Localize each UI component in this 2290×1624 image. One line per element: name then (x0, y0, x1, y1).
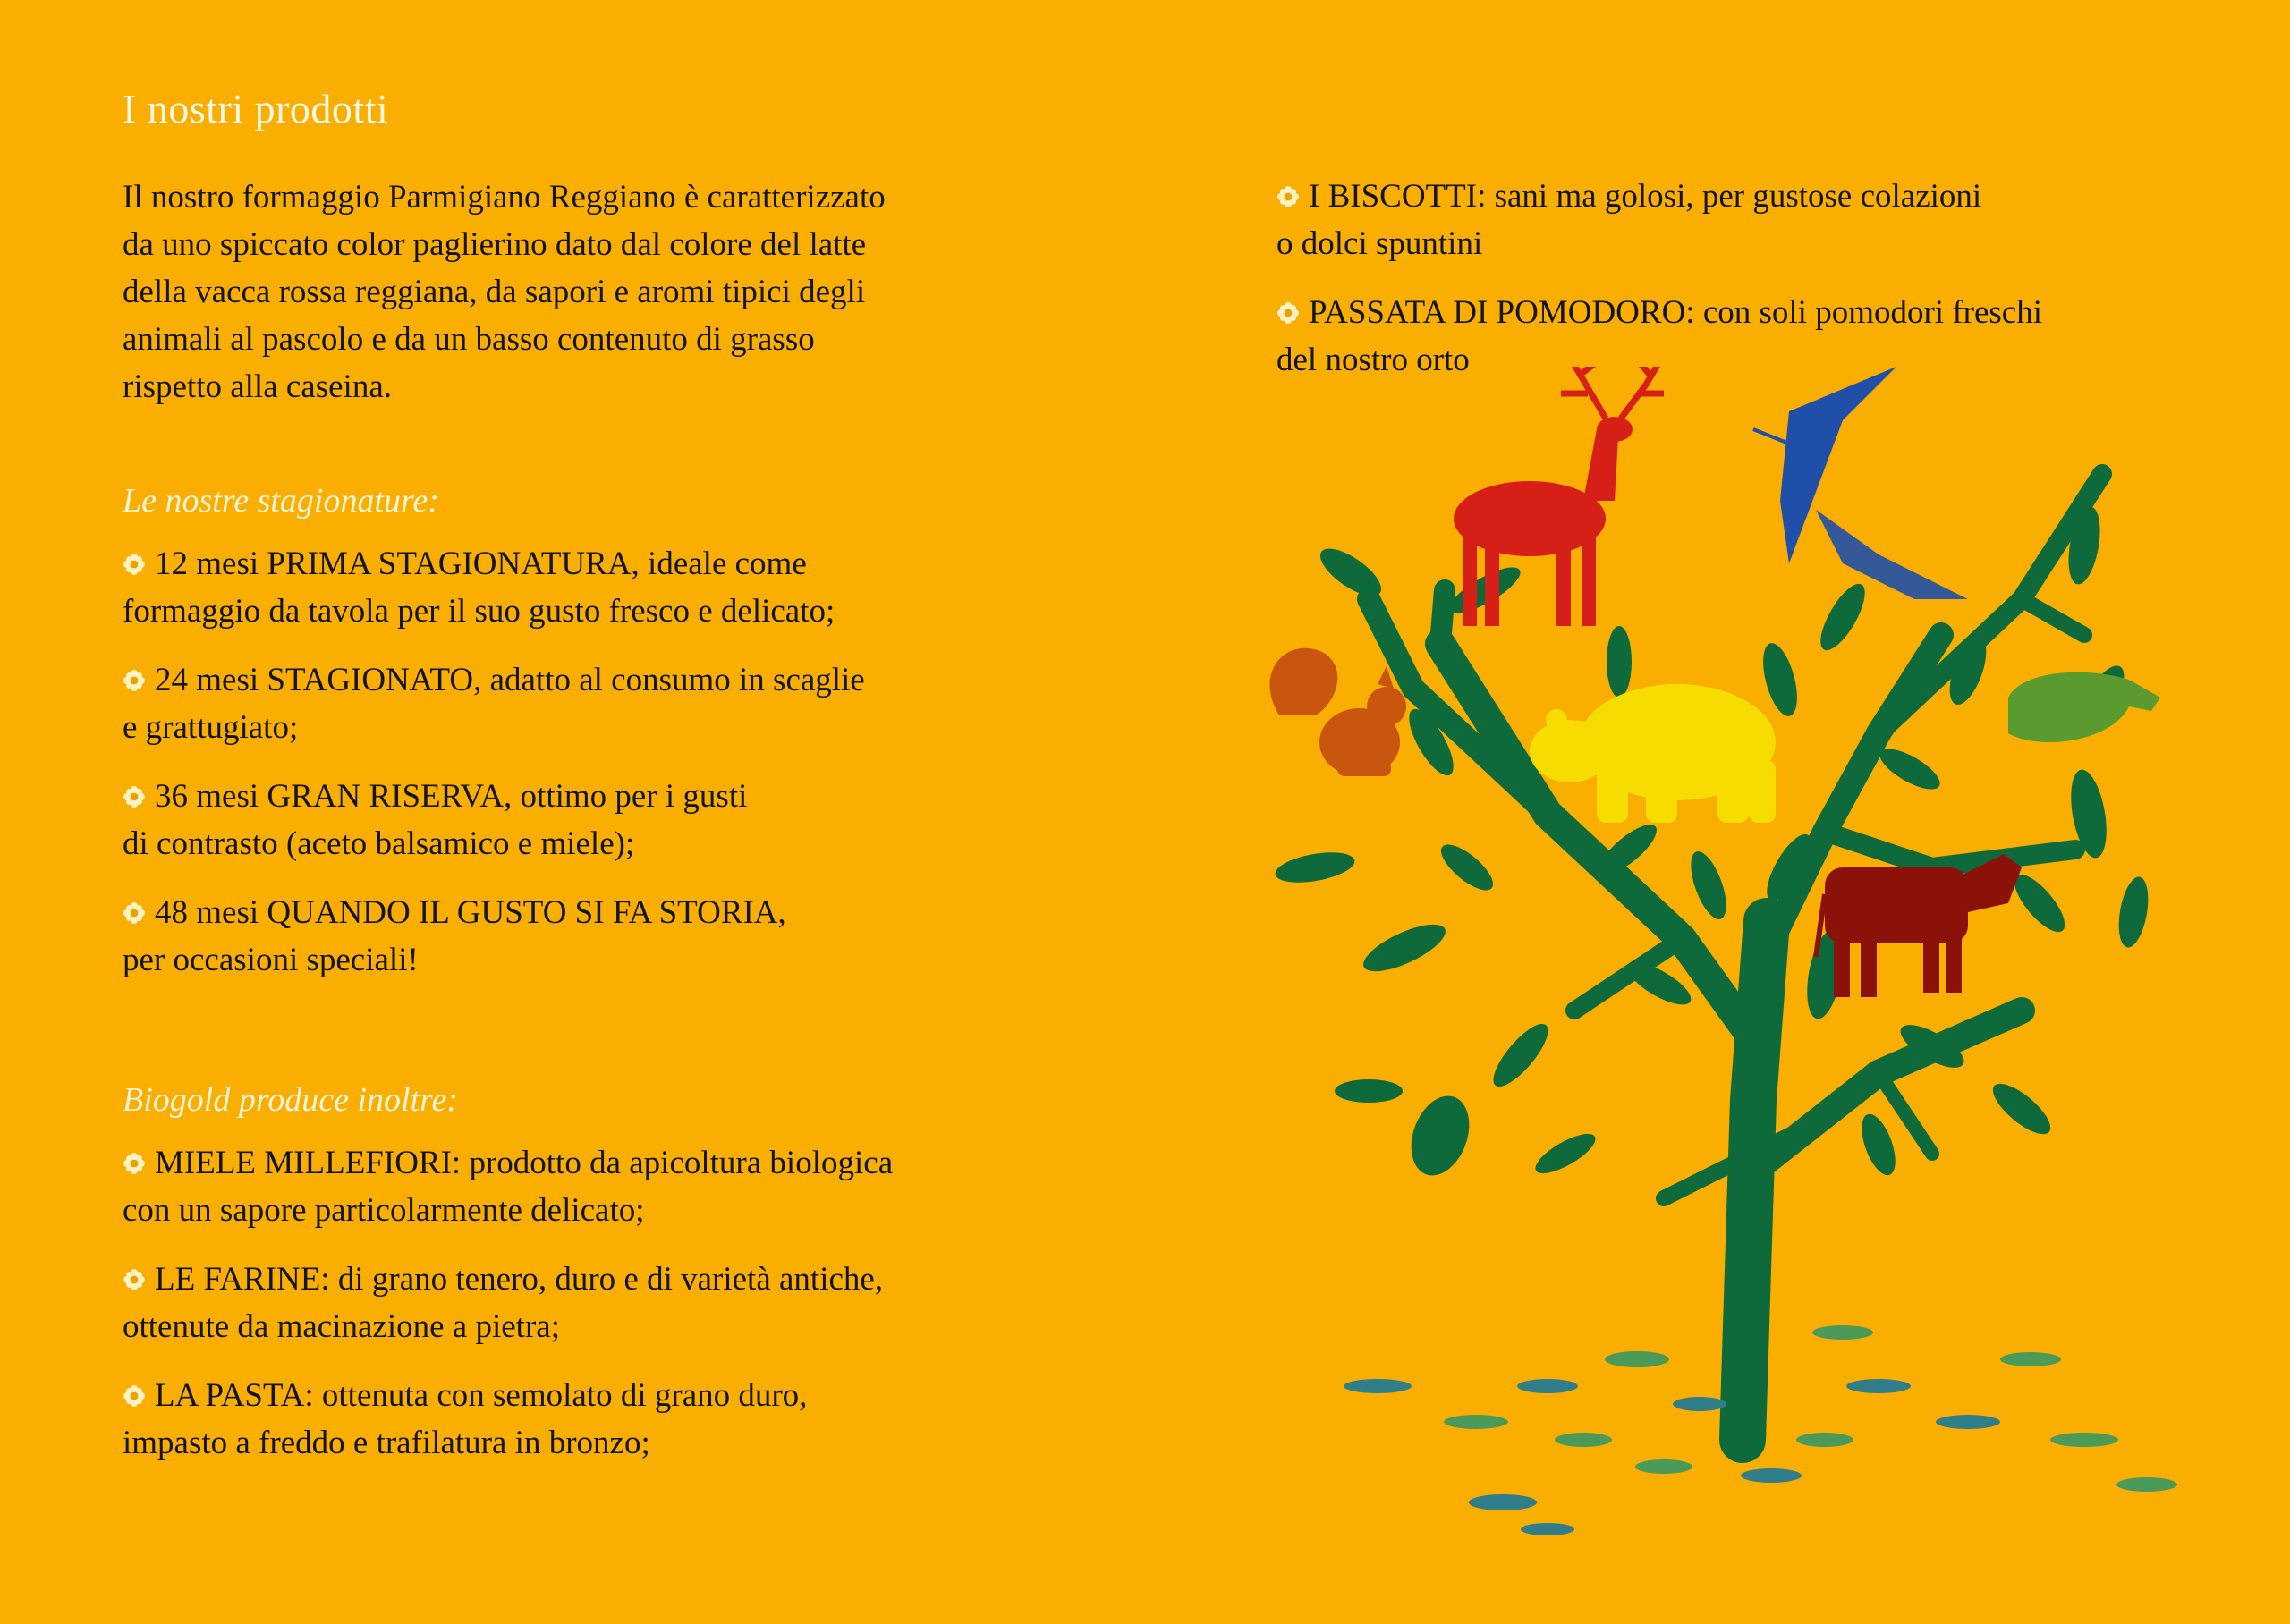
item-line: o dolci spuntini (1276, 225, 1483, 262)
list-item (123, 656, 1071, 751)
flower-bullet-icon (123, 669, 146, 692)
list-item (123, 1139, 1071, 1234)
flower-bullet-icon (1276, 185, 1300, 208)
item-line: impasto a freddo e trafilatura in bronzo; (123, 1425, 650, 1461)
flower-bullet-icon (123, 901, 146, 925)
item-line: per occasioni speciali! (123, 942, 419, 978)
flower-bullet-icon (123, 1268, 146, 1291)
item-line: di contrasto (aceto balsamico e miele); (123, 825, 635, 862)
bear-icon (1530, 684, 1776, 823)
page-title: I nostri prodotti (123, 86, 389, 131)
altri-prodotti-list-continued (1276, 173, 2189, 384)
item-line: ottenute da macinazione a pietra; (123, 1308, 560, 1345)
item-line: MIELE MILLEFIORI: prodotto da apicoltura biologica (155, 1145, 894, 1181)
intro-line: animali al pascolo e da un basso contenuto di grasso (123, 321, 815, 358)
flower-bullet-icon (123, 785, 146, 808)
item-line: formaggio da tavola per il suo gusto fresco e delicato; (123, 593, 835, 630)
flower-bullet-icon (123, 1152, 146, 1175)
flower-bullet-icon (1276, 301, 1300, 325)
intro-line: da uno spiccato color paglierino dato dal colore del latte (123, 226, 867, 263)
intro-line: rispetto alla caseina. (123, 368, 393, 405)
stagionature-list (123, 540, 1071, 984)
intro-line: della vacca rossa reggiana, da sapori e aromi tipici degli (123, 274, 866, 310)
list-item (123, 773, 1071, 867)
item-line: 12 mesi PRIMA STAGIONATURA, ideale come (155, 546, 807, 582)
item-line: 24 mesi STAGIONATO, adatto al consumo in scaglie (155, 662, 865, 698)
squirrel-icon (1270, 648, 1406, 776)
bird-icon (1753, 367, 1968, 599)
item-line: LE FARINE: di grano tenero, duro e di varietà antiche, (155, 1261, 884, 1298)
item-line: LA PASTA: ottenuta con semolato di grano duro, (155, 1377, 808, 1414)
item-line: I BISCOTTI: sani ma golosi, per gustose colazioni (1309, 178, 1982, 215)
list-item (1276, 173, 2189, 267)
flower-bullet-icon (123, 553, 146, 576)
tree-icon (1369, 474, 2102, 1440)
flower-bullet-icon (123, 1384, 146, 1408)
cow-icon (1816, 854, 2022, 997)
left-column (123, 85, 1071, 1488)
stagionature-heading: Le nostre stagionature: (123, 482, 439, 520)
item-line: 36 mesi GRAN RISERVA, ottimo per i gusti (155, 778, 748, 815)
item-line: PASSATA DI POMODORO: con soli pomodori freschi (1309, 294, 2042, 331)
intro-line: Il nostro formaggio Parmigiano Reggiano è caratterizzato (123, 179, 886, 216)
item-line: del nostro orto (1276, 342, 1470, 378)
item-line: e grattugiato; (123, 709, 299, 746)
intro-paragraph (123, 173, 1071, 410)
list-item (123, 1372, 1071, 1467)
item-line: 48 mesi QUANDO IL GUSTO SI FA STORIA, (155, 894, 786, 931)
hedgehog-icon (2008, 672, 2160, 742)
list-item (123, 1256, 1071, 1350)
item-line: con un sapore particolarmente delicato; (123, 1192, 645, 1229)
list-item (123, 889, 1071, 984)
list-item (123, 540, 1071, 635)
altri-prodotti-heading: Biogold produce inoltre: (123, 1081, 459, 1119)
tree-with-animals-illustration (1252, 367, 2192, 1556)
altri-prodotti-list (123, 1139, 1071, 1467)
deer-icon (1454, 367, 1664, 626)
